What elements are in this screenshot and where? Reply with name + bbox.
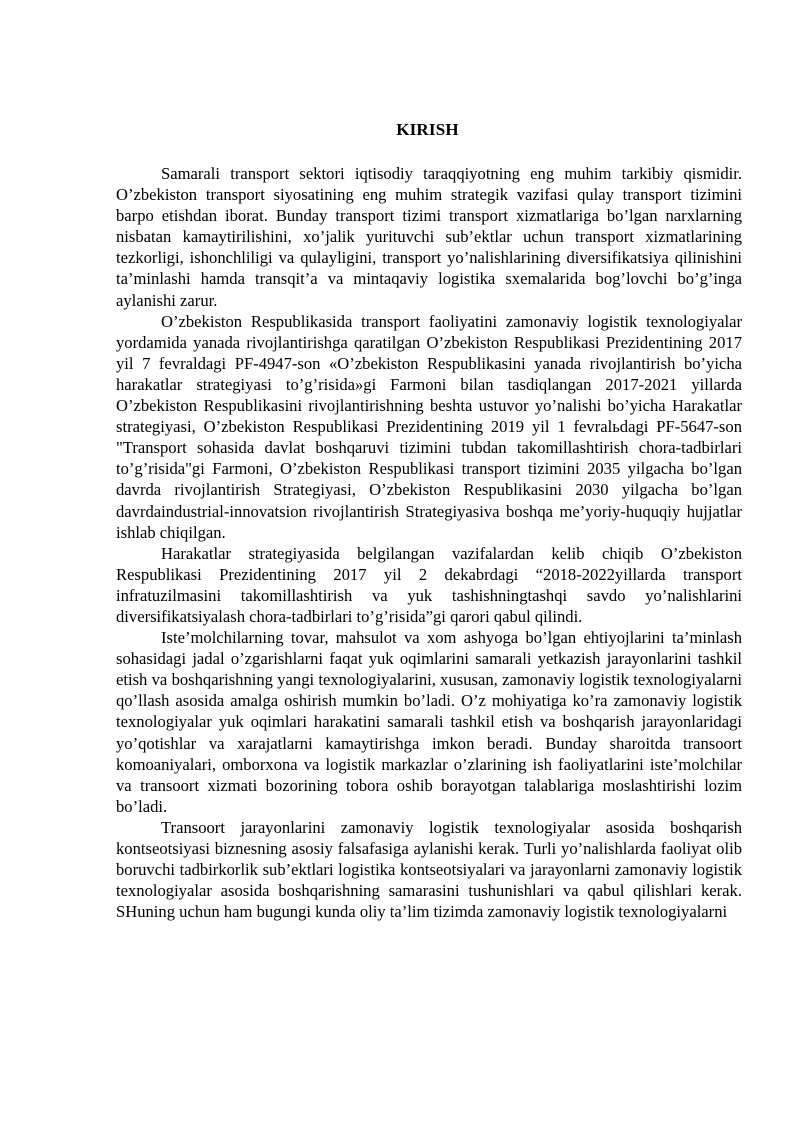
paragraph: Harakatlar strategiyasida belgilangan vazifalardan kelib chiqib O’zbekiston Respublikasi Prezidentining 2017 yil 2 dekabrdagi “2018-2022yillarda transport infratuzilmasini takomillashtirish va yuk tashishningtashqi savdo yo’nalishlarini diversifikatsiyalash chora-tadbirlari to’g’risida”gi qarori qabul qilindi. xyxy=(116,543,742,626)
document-body xyxy=(116,163,742,922)
paragraph: O’zbekiston Respublikasida transport faoliyatini zamonaviy logistik texnologiyalar yordamida yanada rivojlantirishga qaratilgan O’zbekiston Respublikasi Prezidentining 2017 yil 7 fevraldagi PF-4947-son «O’zbekiston Respublikasini yanada rivojlantirish bo’yicha harakatlar strategiyasi to’g’risida»gi Farmoni bilan tasdiqlangan 2017-2021 yillarda O’zbekiston Respublikasini rivojlantirishning beshta ustuvor yo’nalishi bo’yicha Harakatlar strategiyasi, O’zbekiston Respublikasi Prezidentining 2019 yil 1 fevralьdagi PF-5647-son "Transport sohasida davlat boshqaruvi tizimini tubdan takomillashtirish chora-tadbirlari to’g’risida"gi Farmoni, O’zbekiston Respublikasi transport tizimini 2035 yilgacha bo’lgan davrda rivojlantirish Strategiyasi, O’zbekiston Respublikasini 2030 yilgacha bo’lgan davrdaindustrial-innovatsion rivojlantirish Strategiyasiva boshqa me’yoriy-huquqiy hujjatlar ishlab chiqilgan. xyxy=(116,311,742,542)
paragraph: Iste’molchilarning tovar, mahsulot va xom ashyoga bo’lgan ehtiyojlarini ta’minlash sohasidagi jadal o’zgarishlarni faqat yuk oqimlarini samarali yetkazish jarayonlarini tashkil etish va boshqarishning yangi texnologiyalarini, xususan, zamonaviy logistik texnologiyalarni qo’llash asosida amalga oshirish mumkin bo’ladi. O’z mohiyatiga ko’ra zamonaviy logistik texnologiyalar yuk oqimlari harakatini samarali tashkil etish va boshqarish jarayonlaridagi yo’qotishlar va xarajatlarni kamaytirishga imkon beradi. Bunday sharoitda transoort komoaniyalari, omborxona va logistik markazlar o’zlarining ish faoliyatlarini iste’molchilar va transoort xizmati bozorining tobora oshib borayotgan talablariga moslashtirishi lozim bo’ladi. xyxy=(116,628,742,816)
page-title: KIRISH xyxy=(396,120,459,139)
paragraph: Transoort jarayonlarini zamonaviy logistik texnologiyalar asosida boshqarish kontseotsiyasi biznesning asosiy falsafasiga aylanishi kerak. Turli yo’nalishlarda faoliyat olib boruvchi tadbirkorlik sub’ektlari logistika kontseotsiyalari va jarayonlarni zamonaviy logistik texnologiyalar asosida boshqarishning samarasini tushunishlari va qabul qilishlari kerak. SHuning uchun ham bugungi kunda oliy ta’lim tizimda zamonaviy logistik texnologiyalarni xyxy=(116,817,742,922)
paragraph: Samarali transport sektori iqtisodiy taraqqiyotning eng muhim tarkibiy qismidir. O’zbekiston transport siyosatining eng muhim strategik vazifasi qulay transport tizimini barpo etishdan iborat. Bunday transport tizimi transport xizmatlariga bo’lgan narxlarning nisbatan kamaytirilishini, xo’jalik yurituvchi sub’ektlar uchun transport xizmatlarining tezkorligi, ishonchliligi va qulayligini, transport yo’nalishlarining diversifikatsiya qilinishini ta’minlashi hamda transqit’a va mintaqaviy logistika sxemalarida bog’lovchi bo’g’inga aylanishi zarur. xyxy=(116,164,742,310)
